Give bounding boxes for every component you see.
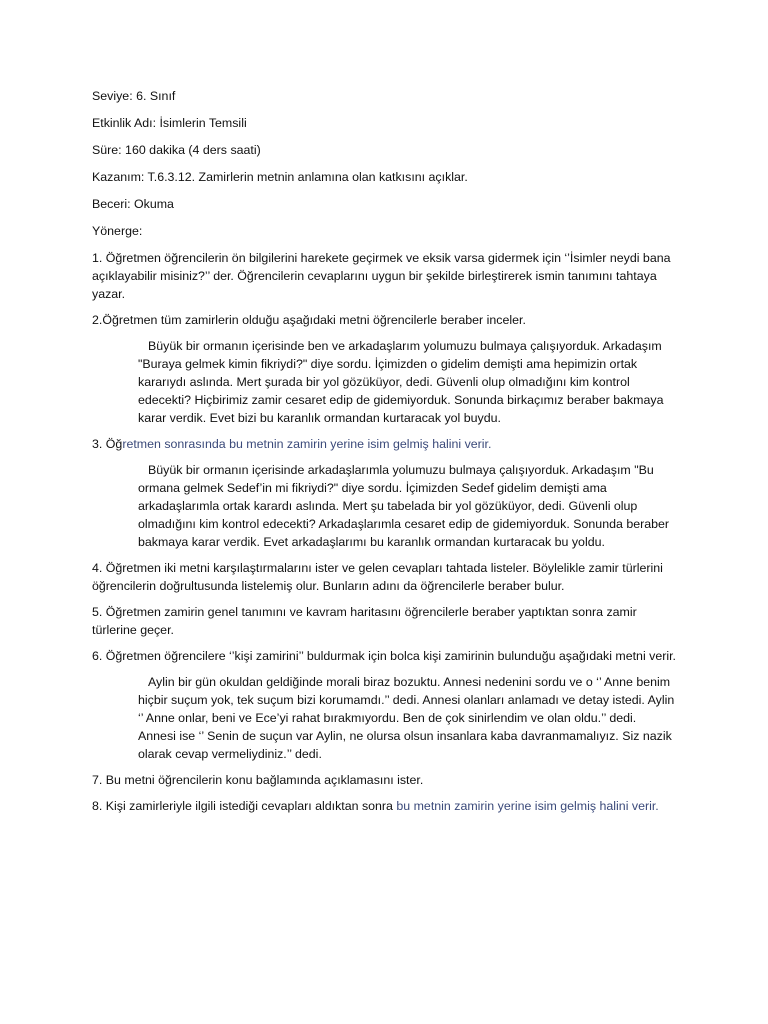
step-7: 7. Bu metni öğrencilerin konu bağlamında açıklamasını ister. (92, 773, 424, 787)
step-8 (92, 797, 682, 815)
step-8-prefix: 8. Kişi zamirleriyle ilgili istediği cevapları aldıktan sonra (92, 799, 397, 813)
step-6: 6. Öğretmen öğrencilere ‘’kişi zamirini’’ buldurmak için bolca kişi zamirinin bulunduğu aşağıdaki metni verir. (92, 649, 676, 663)
instructions-heading: Yönerge: (92, 224, 143, 238)
step-2: 2.Öğretmen tüm zamirlerin olduğu aşağıdaki metni öğrencilerle beraber inceler. (92, 313, 526, 327)
text-with-nouns: Büyük bir ormanın içerisinde arkadaşlarımla yolumuzu bulmaya çalışıyorduk. Arkadaşım "Bu ormana gelmek Sedef’in mi fikriydi?" diye sordu. İçimizden Sedef gidelim demişti ama arkadaşlarımla ortak karardı aslında. Mert şu tabelada bir yol gözüküyor, dedi. Güvenli olup olmadığını kim kontrol edecekti? Arkadaşlarımla cesaret edip de gidemiyorduk. Sonunda beraber bakmaya karar verdik. Evet arkadaşlarımı bu karanlık ormandan kurtaracak bu yoldu. (138, 463, 670, 549)
step-3-prefix: 3. Öğ (92, 437, 123, 451)
step-1: 1. Öğretmen öğrencilerin ön bilgilerini harekete geçirmek ve eksik varsa gidermek için ‘’İsimler neydi bana açıklayabilir misiniz?’’ der. Öğrencilerin cevaplarını uygun bir şekilde birleştirerek ismin tanımını tahtaya yazar. (92, 251, 671, 301)
outcome-line: Kazanım: T.6.3.12. Zamirlerin metnin anlamına olan katkısını açıklar. (92, 170, 468, 184)
step-5: 5. Öğretmen zamirin genel tanımını ve kavram haritasını öğrencilerle beraber yaptıktan sonra zamir türlerine geçer. (92, 605, 637, 637)
skill-line: Beceri: Okuma (92, 197, 174, 211)
step-3 (92, 435, 682, 453)
step-4: 4. Öğretmen iki metni karşılaştırmalarını ister ve gelen cevapları tahtada listeler. Böylelikle zamir türlerini öğrencilerin doğrultusunda listelemiş olur. Bunların adını da öğrencilerle beraber bulur. (92, 561, 663, 593)
duration-line: Süre: 160 dakika (4 ders saati) (92, 143, 261, 157)
level-line: Seviye: 6. Sınıf (92, 89, 176, 103)
activity-name-line: Etkinlik Adı: İsimlerin Temsili (92, 116, 247, 130)
text-with-pronouns: Büyük bir ormanın içerisinde ben ve arkadaşlarım yolumuzu bulmaya çalışıyorduk. Arkadaşım "Buraya gelmek kimin fikriydi?" diye sordu. İçimizden o gidelim demişti ama hepimizin ortak kararıydı aslında. Mert şurada bir yol gözüküyor, dedi. Güvenli olup olmadığını kim kontrol edecekti? Hiçbirimiz zamir cesaret edip de gidemiyorduk. Sonunda birkaçımız beraber bakmaya karar verdik. Evet bizi bu karanlık ormandan kurtaracak yol buydu. (138, 339, 664, 425)
step-8-highlight: bu metnin zamirin yerine isim gelmiş halini verir. (396, 799, 659, 813)
step-3-highlight: retmen sonrasında bu metnin zamirin yerine isim gelmiş halini verir. (122, 437, 492, 451)
document-page (92, 87, 682, 823)
personal-pronoun-text: Aylin bir gün okuldan geldiğinde morali biraz bozuktu. Annesi nedenini sordu ve o ‘’ Anne benim hiçbir suçum yok, tek suçum bizi korumamdı.’’ dedi. Annesi olanları anlamadı ve detay istedi. Aylin ‘’ Anne onlar, beni ve Ece’yi rahat bırakmıyordu. Ben de çok sinirlendim ve olan oldu.’’ dedi. Annesi ise ‘’ Senin de suçun var Aylin, ne olursa olsun insanlara kaba davranmamalıyız. Siz nazik olarak cevap vermeliydiniz.’’ dedi. (138, 675, 675, 761)
